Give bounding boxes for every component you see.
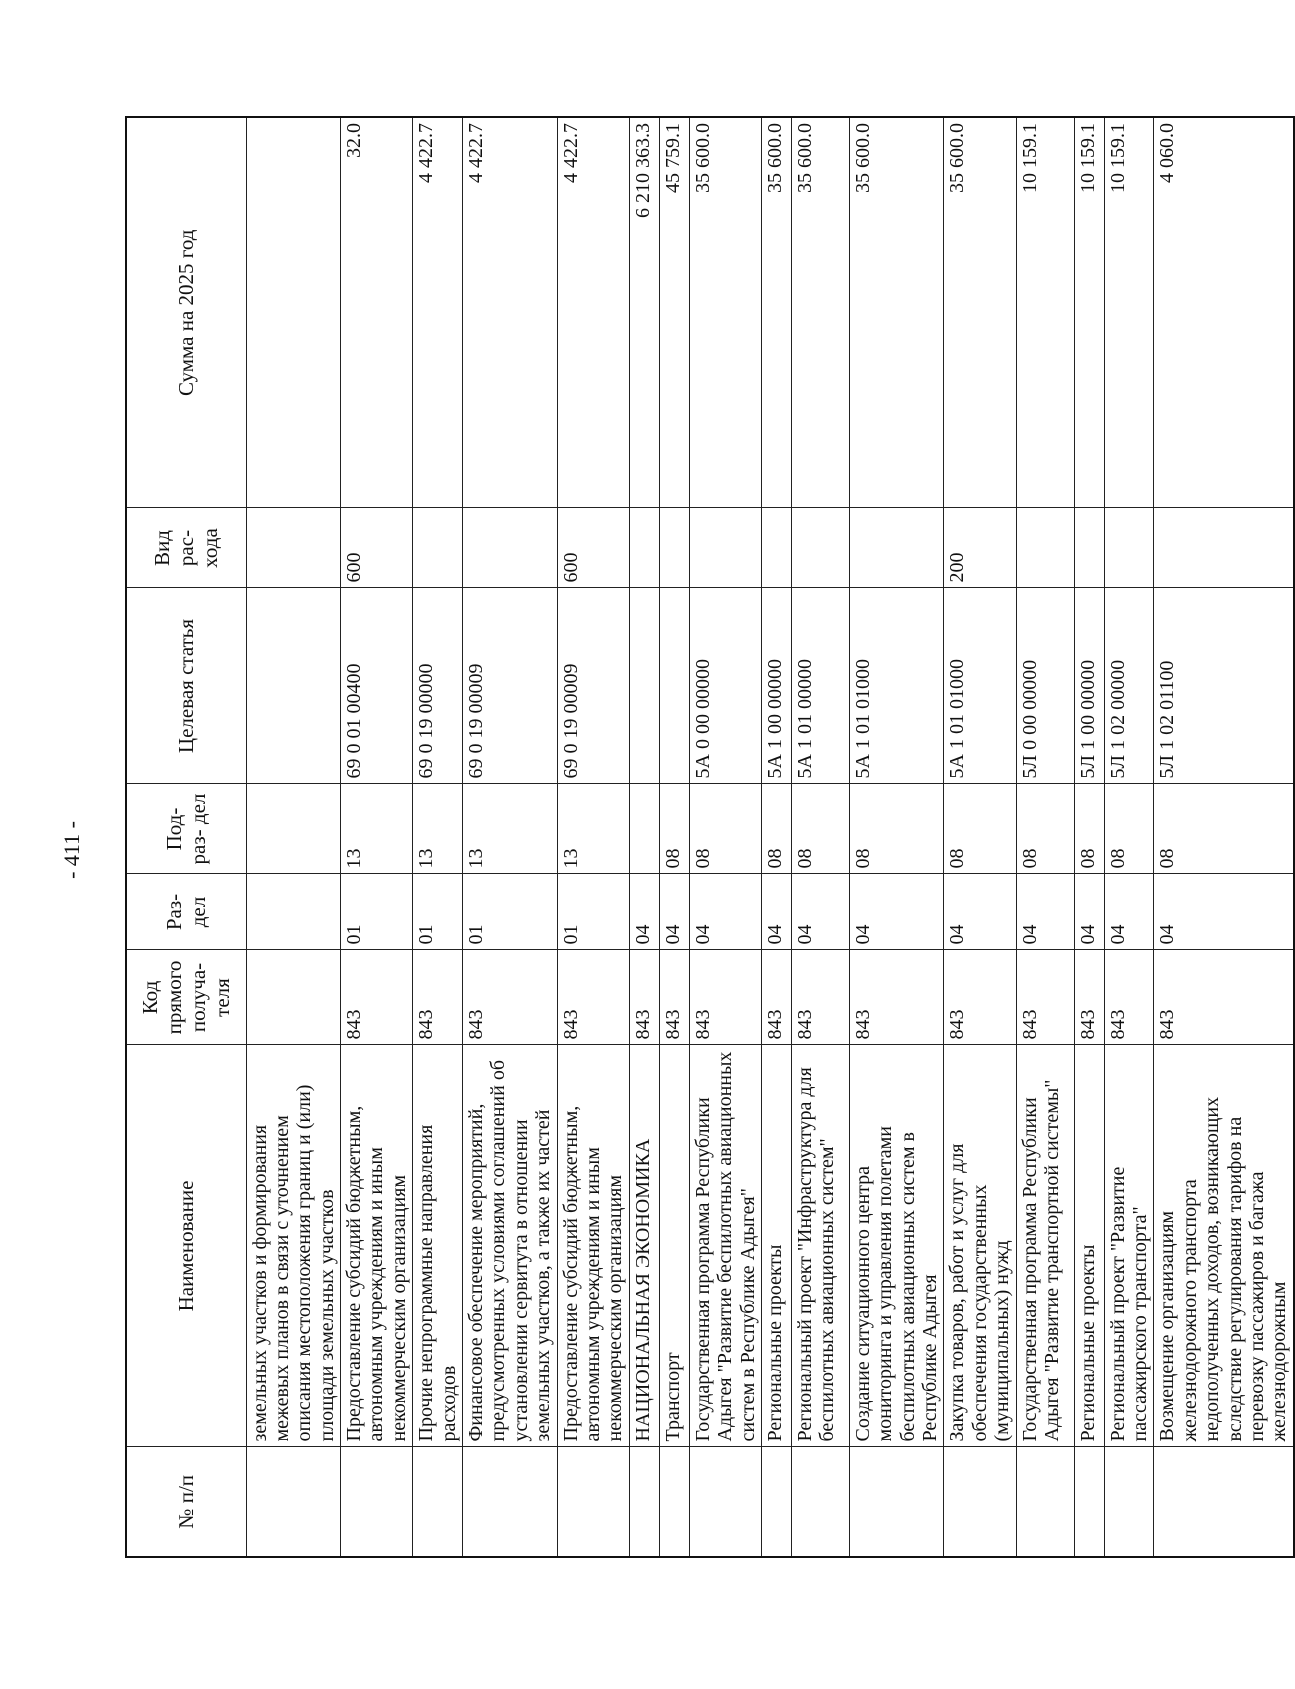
cell-name: Государственная программа Республики Адыгея "Развитие беспилотных авиационных систем в Республике Адыгея"	[689, 1045, 761, 1447]
cell-section: 01	[413, 874, 463, 950]
header-section: Раз- дел	[126, 874, 246, 950]
cell-recipient: 843	[413, 950, 463, 1045]
cell-target: 5А 0 00 00000	[689, 588, 761, 784]
cell-expense-type	[689, 508, 761, 588]
cell-recipient: 843	[341, 950, 413, 1045]
cell-section: 04	[659, 874, 689, 950]
cell-recipient: 843	[791, 950, 849, 1045]
cell-section: 04	[629, 874, 659, 950]
table-header-row	[126, 117, 246, 1557]
cell-amount: 4 060.0	[1154, 117, 1294, 508]
header-expense-type: Вид рас- хода	[126, 508, 246, 588]
cell-subsection: 08	[761, 784, 791, 874]
cell-target: 5Л 1 02 01100	[1154, 588, 1294, 784]
cell-name: Прочие непрограммные направления расходов	[413, 1045, 463, 1447]
cell-name: Закупка товаров, работ и услуг для обеспечения государственных (муниципальных) нужд	[944, 1045, 1016, 1447]
table-row	[689, 117, 761, 1557]
cell-subsection: 08	[1154, 784, 1294, 874]
cell-name: Финансовое обеспечение мероприятий, предусмотренных условиями соглашений об установлении сервитута в отношении земельных участков, а также их частей	[463, 1045, 558, 1447]
cell-target: 5Л 0 00 00000	[1016, 588, 1074, 784]
table-row	[629, 117, 659, 1557]
cell-subsection: 13	[463, 784, 558, 874]
cell-amount: 45 759.1	[659, 117, 689, 508]
cell-target: 5А 1 00 00000	[761, 588, 791, 784]
cell-subsection: 13	[341, 784, 413, 874]
cell-expense-type: 600	[557, 508, 629, 588]
cell-target: 69 0 19 00009	[463, 588, 558, 784]
cell-section: 04	[1074, 874, 1104, 950]
cell-subsection	[629, 784, 659, 874]
header-name: Наименование	[126, 1045, 246, 1447]
cell-amount: 32.0	[341, 117, 413, 508]
cell-target: 5А 1 01 00000	[791, 588, 849, 784]
cell-recipient: 843	[659, 950, 689, 1045]
cell-section: 04	[849, 874, 944, 950]
table-row	[1016, 117, 1074, 1557]
cell-name: земельных участков и формирования межевых планов в связи с уточнением описания местоположения границ и (или) площади земельных участков	[246, 1045, 341, 1447]
cell-expense-type	[246, 508, 341, 588]
table-row	[557, 117, 629, 1557]
cell-recipient: 843	[629, 950, 659, 1045]
cell-name: Региональный проект "Инфраструктура для беспилотных авиационных систем"	[791, 1045, 849, 1447]
table-row	[413, 117, 463, 1557]
table-row	[849, 117, 944, 1557]
cell-recipient: 843	[1154, 950, 1294, 1045]
header-target: Целевая статья	[126, 588, 246, 784]
cell-num	[1074, 1447, 1104, 1557]
cell-target: 69 0 19 00009	[557, 588, 629, 784]
table-row	[341, 117, 413, 1557]
cell-subsection: 08	[1074, 784, 1104, 874]
cell-expense-type	[463, 508, 558, 588]
table-row	[659, 117, 689, 1557]
cell-subsection: 08	[849, 784, 944, 874]
cell-amount: 4 422.7	[557, 117, 629, 508]
header-amount: Сумма на 2025 год	[126, 117, 246, 508]
cell-num	[246, 1447, 341, 1557]
cell-name: Создание ситуационного центра мониторинга и управления полетами беспилотных авиационных систем в Республике Адыгея	[849, 1045, 944, 1447]
cell-name: Региональные проекты	[1074, 1045, 1104, 1447]
cell-subsection: 08	[689, 784, 761, 874]
cell-name: Возмещение организациям железнодорожного транспорта недополученных доходов, возникающих вследствие регулирования тарифов на перевозку пассажиров и багажа железнодорожным	[1154, 1045, 1294, 1447]
header-recipient: Код прямого получа- теля	[126, 950, 246, 1045]
cell-section: 01	[463, 874, 558, 950]
cell-name: Государственная программа Республики Адыгея "Развитие транспортной системы"	[1016, 1045, 1074, 1447]
table-row	[246, 117, 341, 1557]
table-body	[246, 117, 1294, 1557]
cell-num	[659, 1447, 689, 1557]
cell-recipient: 843	[689, 950, 761, 1045]
cell-name: Предоставление субсидий бюджетным, автономным учреждениям и иным некоммерческим организациям	[557, 1045, 629, 1447]
cell-num	[1154, 1447, 1294, 1557]
budget-table	[125, 116, 1295, 1558]
cell-amount: 35 600.0	[689, 117, 761, 508]
table-row	[791, 117, 849, 1557]
cell-section: 04	[689, 874, 761, 950]
header-num: № п/п	[126, 1447, 246, 1557]
cell-expense-type	[413, 508, 463, 588]
cell-num	[557, 1447, 629, 1557]
cell-name: НАЦИОНАЛЬНАЯ ЭКОНОМИКА	[629, 1045, 659, 1447]
table-row	[463, 117, 558, 1557]
cell-num	[944, 1447, 1016, 1557]
rotated-table-wrapper	[125, 118, 1291, 1558]
cell-name: Предоставление субсидий бюджетным, автономным учреждениям и иным некоммерческим организациям	[341, 1045, 413, 1447]
cell-recipient: 843	[944, 950, 1016, 1045]
header-subsection: Под- раз- дел	[126, 784, 246, 874]
cell-target: 5Л 1 00 00000	[1074, 588, 1104, 784]
cell-recipient: 843	[463, 950, 558, 1045]
cell-expense-type	[849, 508, 944, 588]
cell-amount: 10 159.1	[1104, 117, 1154, 508]
cell-amount: 10 159.1	[1016, 117, 1074, 508]
cell-subsection: 08	[659, 784, 689, 874]
cell-section	[246, 874, 341, 950]
cell-section: 04	[1154, 874, 1294, 950]
cell-target	[246, 588, 341, 784]
cell-amount: 35 600.0	[791, 117, 849, 508]
table-row	[944, 117, 1016, 1557]
cell-amount	[246, 117, 341, 508]
cell-subsection: 13	[413, 784, 463, 874]
cell-recipient: 843	[761, 950, 791, 1045]
cell-num	[413, 1447, 463, 1557]
cell-amount: 35 600.0	[761, 117, 791, 508]
cell-amount: 35 600.0	[944, 117, 1016, 508]
cell-expense-type: 200	[944, 508, 1016, 588]
cell-num	[1016, 1447, 1074, 1557]
cell-name: Транспорт	[659, 1045, 689, 1447]
cell-expense-type	[629, 508, 659, 588]
cell-num	[761, 1447, 791, 1557]
cell-recipient: 843	[1074, 950, 1104, 1045]
cell-subsection: 13	[557, 784, 629, 874]
cell-target: 5Л 1 02 00000	[1104, 588, 1154, 784]
cell-target	[659, 588, 689, 784]
cell-target: 5А 1 01 01000	[849, 588, 944, 784]
cell-amount: 4 422.7	[463, 117, 558, 508]
cell-expense-type	[1154, 508, 1294, 588]
cell-expense-type	[1074, 508, 1104, 588]
cell-num	[849, 1447, 944, 1557]
table-row	[1104, 117, 1154, 1557]
cell-subsection: 08	[1016, 784, 1074, 874]
cell-expense-type	[761, 508, 791, 588]
cell-target	[629, 588, 659, 784]
cell-target: 69 0 01 00400	[341, 588, 413, 784]
cell-expense-type	[1104, 508, 1154, 588]
table-row	[1074, 117, 1104, 1557]
cell-name: Региональные проекты	[761, 1045, 791, 1447]
cell-num	[629, 1447, 659, 1557]
cell-expense-type	[659, 508, 689, 588]
cell-num	[463, 1447, 558, 1557]
cell-num	[1104, 1447, 1154, 1557]
cell-section: 04	[944, 874, 1016, 950]
cell-num	[341, 1447, 413, 1557]
cell-amount: 10 159.1	[1074, 117, 1104, 508]
cell-expense-type	[1016, 508, 1074, 588]
cell-subsection	[246, 784, 341, 874]
cell-target: 5А 1 01 01000	[944, 588, 1016, 784]
cell-section: 04	[1016, 874, 1074, 950]
page-number: - 411 -	[59, 821, 84, 879]
cell-recipient: 843	[849, 950, 944, 1045]
cell-name: Региональный проект "Развитие пассажирского транспорта"	[1104, 1045, 1154, 1447]
cell-subsection: 08	[1104, 784, 1154, 874]
cell-expense-type: 600	[341, 508, 413, 588]
cell-amount: 4 422.7	[413, 117, 463, 508]
cell-section: 04	[791, 874, 849, 950]
cell-recipient	[246, 950, 341, 1045]
cell-num	[791, 1447, 849, 1557]
cell-recipient: 843	[1104, 950, 1154, 1045]
cell-target: 69 0 19 00000	[413, 588, 463, 784]
cell-section: 04	[761, 874, 791, 950]
cell-subsection: 08	[944, 784, 1016, 874]
cell-subsection: 08	[791, 784, 849, 874]
budget-table-frame	[125, 118, 1291, 1558]
table-row	[1154, 117, 1294, 1557]
cell-amount: 35 600.0	[849, 117, 944, 508]
cell-recipient: 843	[1016, 950, 1074, 1045]
cell-section: 04	[1104, 874, 1154, 950]
cell-section: 01	[341, 874, 413, 950]
cell-expense-type	[791, 508, 849, 588]
table-row	[761, 117, 791, 1557]
cell-recipient: 843	[557, 950, 629, 1045]
cell-section: 01	[557, 874, 629, 950]
cell-num	[689, 1447, 761, 1557]
cell-amount: 6 210 363.3	[629, 117, 659, 508]
